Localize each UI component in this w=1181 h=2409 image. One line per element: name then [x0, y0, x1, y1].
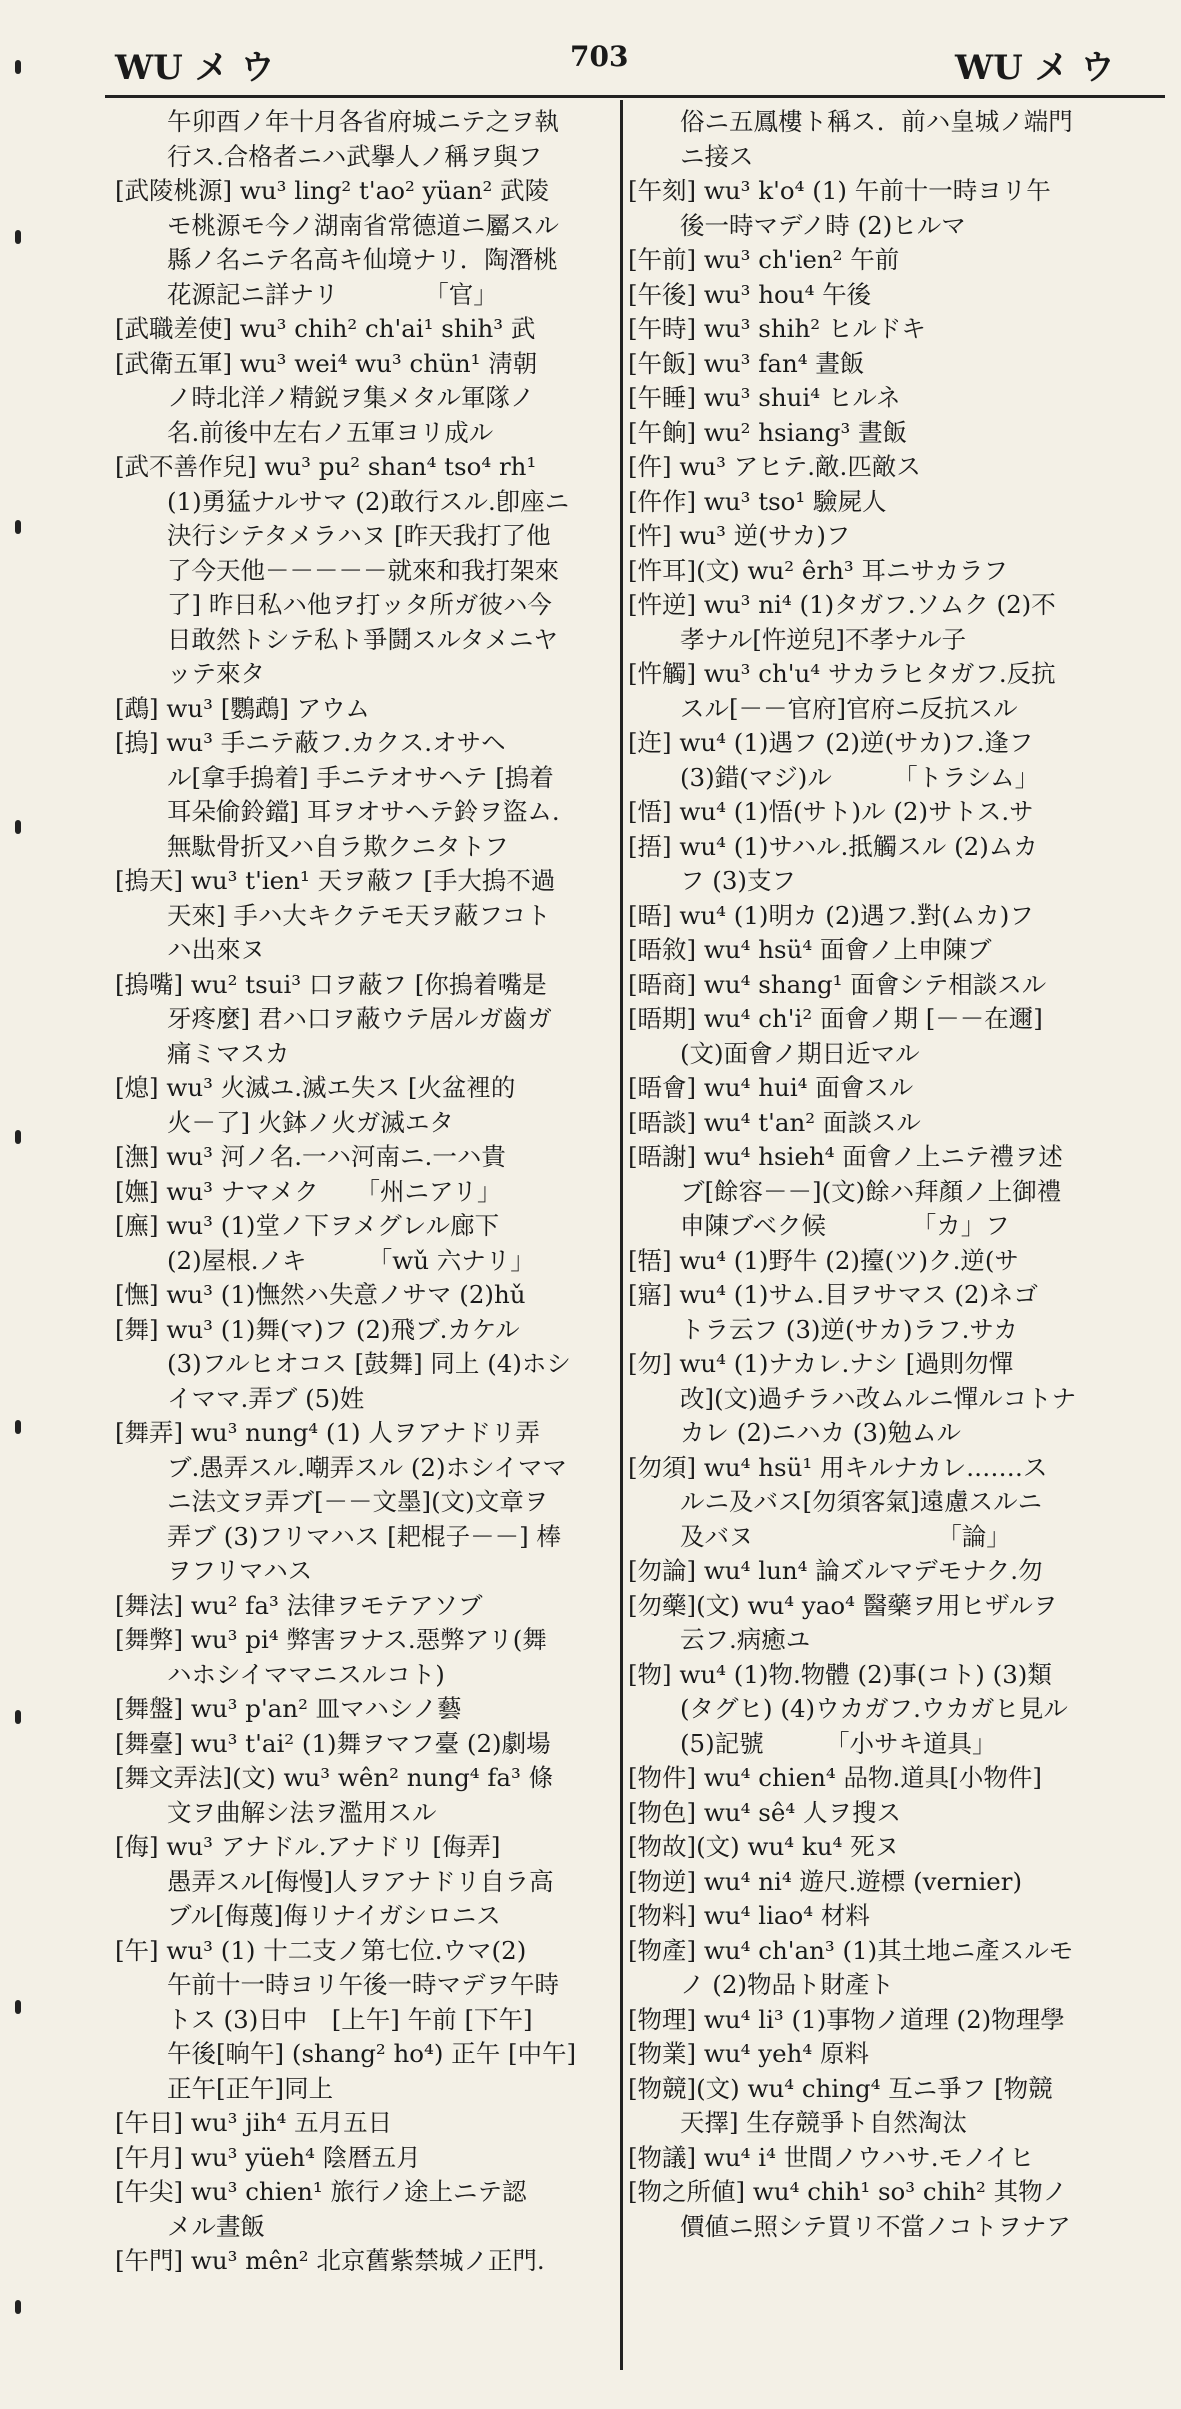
entry-line: [午前] wu³ ch'ien² 午前 [628, 245, 900, 274]
entry-line: [勿須] wu⁴ hsü¹ 用キルナカレ.……ス [628, 1452, 1048, 1482]
entry-line: [武不善作兒] wu³ pu² shan⁴ tso⁴ rh¹ [115, 452, 537, 481]
entry-line: [午後] wu³ hou⁴ 午後 [628, 279, 872, 309]
entry-line: 花源記ニ詳ナリ 「官」 [167, 279, 498, 309]
entry-line: [午餉] wu² hsiang³ 晝飯 [628, 417, 908, 447]
entry-line: フ (3)支フ [680, 866, 796, 895]
entry-line: [捂] wu⁴ (1)サハル.抵觸スル (2)ムカ [628, 831, 1038, 861]
entry-line: [忤觸] wu³ ch'u⁴ サカラヒタガフ.反抗 [628, 659, 1056, 688]
binding-marks [15, 0, 27, 2409]
entry-line: ハホシイママニスルコト) [167, 1659, 445, 1689]
entry-line: [舞盤] wu³ p'an² 皿マハシノ藝 [115, 1694, 462, 1723]
entry-line: 縣ノ名ニテ名高キ仙境ナリ．陶潛桃 [167, 245, 558, 274]
entry-line: [摀天] wu³ t'ien¹ 天ヲ蔽フ [手大摀不過 [115, 866, 556, 895]
entry-line: [物料] wu⁴ liao⁴ 材料 [628, 1901, 870, 1930]
entry-line: [物件] wu⁴ chien⁴ 品物.道具[小物件] [628, 1763, 1042, 1792]
entry-line: 火－了] 火鉢ノ火ガ滅エタ [167, 1107, 454, 1137]
entry-line: [勿] wu⁴ (1)ナカレ.ナシ [過則勿憚 [628, 1349, 1014, 1378]
entry-line: [潕] wu³ 河ノ名.一ハ河南ニ.一ハ貴 [115, 1142, 506, 1171]
entry-line: [午尖] wu³ chien¹ 旅行ノ途上ニテ認 [115, 2177, 527, 2206]
entry-line: [侮] wu³ アナドル.アナドリ [侮弄] [115, 1832, 501, 1861]
right-column [628, 105, 1165, 2244]
entry-line: [午門] wu³ mên² 北京舊紫禁城ノ正門. [115, 2246, 545, 2275]
entry-line: [熄] wu³ 火滅ユ.滅エ失ス [火盆裡的 [115, 1073, 516, 1102]
entry-line: 申陳ブベク候 「カ」フ [680, 1211, 1010, 1240]
entry-line: [午刻] wu³ k'o⁴ (1) 午前十一時ヨリ午 [628, 176, 1051, 205]
entry-line: [物競](文) wu⁴ ching⁴ 互ニ爭フ [物競 [628, 2073, 1053, 2103]
entry-line: ッテ來タ [167, 659, 265, 688]
entry-line: 牙疼麼] 君ハ口ヲ蔽ウテ居ルガ齒ガ [167, 1004, 552, 1033]
header-rule [105, 95, 1165, 98]
entry-line: 價値ニ照シテ買リ不當ノコトヲナア [680, 2211, 1071, 2241]
entry-line: ノ時北洋ノ精鋭ヲ集メタル軍隊ノ [167, 383, 535, 412]
entry-line: ブ.愚弄スル.嘲弄スル (2)ホシイママ [167, 1452, 567, 1482]
entry-line: スル[－－官府]官府ニ反抗スル [680, 693, 1018, 723]
entry-line: [晤商] wu⁴ shang¹ 面會シテ相談スル [628, 969, 1047, 999]
entry-line: (3)錯(マジ)ル 「トラシム」 [680, 762, 1040, 792]
entry-line: [午睡] wu³ shui⁴ ヒルネ [628, 383, 901, 412]
entry-line: [晤] wu⁴ (1)明カ (2)遇フ.對(ムカ)フ [628, 900, 1034, 930]
entry-line: [忤逆] wu³ ni⁴ (1)タガフ.ソムク (2)不 [628, 590, 1056, 619]
entry-line: 孝ナル[忤逆兒]不孝ナル子 [680, 624, 967, 654]
entry-line: [物色] wu⁴ sê⁴ 人ヲ搜ス [628, 1797, 901, 1827]
entry-line: [忤耳](文) wu² êrh³ 耳ニサカラフ [628, 555, 1008, 585]
entry-line: 午前十一時ヨリ午後一時マデヲ午時 [167, 1970, 559, 1999]
entry-line: [勿論] wu⁴ lun⁴ 論ズルマデモナク.勿 [628, 1556, 1043, 1585]
header-left-heading: WU メ ウ [115, 48, 275, 88]
entry-line: [午] wu³ (1) 十二支ノ第七位.ウマ(2) [115, 1935, 527, 1965]
entry-line: トラ云フ (3)逆(サカ)ラフ.サカ [680, 1314, 1018, 1344]
entry-line: 後一時マデノ時 (2)ヒルマ [680, 210, 966, 240]
entry-line: ブ[餘容－－](文)餘ハ拜顏ノ上御禮 [680, 1176, 1062, 1206]
entry-line: 了] 昨日私ハ他ヲ打ッタ所ガ彼ハ今 [167, 590, 552, 619]
entry-line: 決行シテタメラハヌ [昨天我打了他 [167, 521, 551, 550]
entry-line: [午日] wu³ jih⁴ 五月五日 [115, 2108, 393, 2137]
entry-line: イママ.弄ブ (5)姓 [167, 1383, 365, 1413]
entry-line: ル[拿手摀着] 手ニテオサヘテ [摀着 [167, 762, 554, 792]
entry-line: トス (3)日中 [上午] 午前 [下午] [167, 2004, 533, 2034]
entry-line: (文)面會ノ期日近マル [680, 1038, 920, 1068]
entry-line: 痛ミマスカ [167, 1038, 290, 1068]
entry-line: (3)フルヒオコス [鼓舞] 同上 (4)ホシ [167, 1349, 571, 1378]
entry-line: 正午[正午]同上 [167, 2073, 334, 2103]
entry-line: ノ (2)物品ト財產ト [680, 1970, 894, 1999]
entry-line: 無駄骨折又ハ自ラ欺クニタトフ [167, 831, 509, 861]
entry-line: 名.前後中左右ノ五軍ヨリ成ル [167, 417, 494, 447]
entry-line: 改](文)過チラハ改ムルニ憚ルコトナ [680, 1383, 1077, 1413]
entry-line: 天來] 手ハ大キクテモ天ヲ蔽フコト [167, 900, 551, 930]
header-right-heading: WU メ ウ [955, 48, 1115, 88]
entry-line: [忤] wu³ 逆(サカ)フ [628, 521, 851, 550]
entry-line: [舞弊] wu³ pi⁴ 弊害ヲナス.惡弊アリ(舞 [115, 1625, 547, 1654]
entry-line: [仵作] wu³ tso¹ 驗屍人 [628, 486, 887, 516]
entry-line: [晤敘] wu⁴ hsü⁴ 面會ノ上申陳ブ [628, 935, 992, 964]
entry-line: ハ出來ヌ [167, 935, 265, 964]
entry-line: [舞法] wu² fa³ 法律ヲモテアソブ [115, 1590, 483, 1620]
entry-line: [悟] wu⁴ (1)悟(サト)ル (2)サトス.サ [628, 797, 1034, 826]
entry-line: [寤] wu⁴ (1)サム.目ヲサマス (2)ネゴ [628, 1280, 1039, 1309]
entry-line: (2)屋根.ノキ 「wǔ 六ナリ」 [167, 1245, 535, 1275]
entry-line: ニ法文ヲ弄ブ[－－文墨](文)文章ヲ [167, 1487, 549, 1516]
entry-line: ヲフリマハス [167, 1556, 313, 1585]
entry-line: ニ接ス [680, 141, 754, 171]
entry-line: 俗ニ五鳳樓ト稱ス．前ハ皇城ノ端門 [680, 107, 1073, 136]
entry-line: [嫵] wu³ ナマメク 「州ニアリ」 [115, 1176, 502, 1206]
entry-line: 日敢然トシテ私ト爭鬪スルタメニヤ [167, 624, 559, 654]
entry-line: (タグヒ) (4)ウカガフ.ウカガヒ見ル [680, 1694, 1068, 1723]
column-divider [620, 100, 623, 2370]
page-number: 703 [570, 40, 629, 73]
entry-line: モ桃源モ今ノ湖南省常德道ニ屬スル [167, 210, 559, 240]
entry-line: 午後[晌午] (shang² ho⁴) 正午 [中午] [167, 2039, 577, 2068]
entry-line: [牾] wu⁴ (1)野牛 (2)擡(ツ)ク.逆(サ [628, 1245, 1019, 1275]
entry-line: [武職差使] wu³ chih² ch'ai¹ shih³ 武 [115, 314, 536, 343]
entry-line: [午飯] wu³ fan⁴ 晝飯 [628, 348, 865, 378]
entry-line: [仵] wu³ アヒテ.敵.匹敵ス [628, 452, 921, 481]
page-header [0, 40, 1181, 100]
entry-line: [物理] wu⁴ li³ (1)事物ノ道理 (2)物理學 [628, 2004, 1065, 2034]
entry-line: 耳朵偷鈴鐺] 耳ヲオサヘテ鈴ヲ盜ム. [167, 797, 560, 826]
entry-line: 及バヌ 「論」 [680, 1521, 1011, 1551]
entry-line: 文ヲ曲解シ法ヲ濫用スル [167, 1797, 437, 1827]
entry-line: [物產] wu⁴ ch'an³ (1)其土地ニ產スルモ [628, 1935, 1074, 1965]
entry-line: ルニ及バス[勿須客氣]遠慮スルニ [680, 1487, 1043, 1516]
entry-line: [晤期] wu⁴ ch'i² 面會ノ期 [－－在邇] [628, 1004, 1043, 1033]
entry-line: [午月] wu³ yüeh⁴ 陰暦五月 [115, 2142, 421, 2172]
entry-line: [晤謝] wu⁴ hsieh⁴ 面會ノ上ニテ禮ヲ述 [628, 1142, 1063, 1171]
entry-line: 午卯酉ノ年十月各省府城ニテ之ヲ執 [167, 107, 559, 136]
entry-line: 天擇] 生存競爭ト自然淘汰 [680, 2108, 967, 2137]
entry-line: [晤會] wu⁴ hui⁴ 面會スル [628, 1073, 914, 1102]
entry-line: カレ (2)ニハカ (3)勉ムル [680, 1418, 961, 1447]
entry-line: 了今天他－－－－－就來和我打架來 [167, 555, 559, 585]
entry-line: 云フ.病癒ユ [680, 1625, 811, 1654]
entry-line: [物議] wu⁴ i⁴ 世間ノウハサ.モノイヒ [628, 2142, 1035, 2172]
entry-line: [廡] wu³ (1)堂ノ下ヲメグレル廊下 [115, 1211, 500, 1240]
entry-line: [舞弄] wu³ nung⁴ (1) 人ヲアナドリ弄 [115, 1418, 540, 1447]
entry-line: [午時] wu³ shih² ヒルドキ [628, 314, 926, 343]
entry-line: [物] wu⁴ (1)物.物體 (2)事(コト) (3)類 [628, 1659, 1052, 1689]
entry-line: [舞] wu³ (1)舞(マ)フ (2)飛ブ.カケル [115, 1314, 520, 1344]
entry-line: [武衛五軍] wu³ wei⁴ wu³ chün¹ 淸朝 [115, 348, 538, 378]
entry-line: [武陵桃源] wu³ ling² t'ao² yüan² 武陵 [115, 176, 550, 205]
entry-line: ブル[侮蔑]侮リナイガシロニス [167, 1901, 501, 1930]
left-column [115, 105, 615, 2279]
entry-line: [晤談] wu⁴ t'an² 面談スル [628, 1107, 921, 1137]
entry-line: メル晝飯 [167, 2211, 265, 2241]
entry-line: [物業] wu⁴ yeh⁴ 原料 [628, 2039, 869, 2068]
entry-line: 行ス.合格者ニハ武擧人ノ稱ヲ與フ [167, 141, 543, 171]
entry-line: [物逆] wu⁴ ni⁴ 遊尺.遊標 (vernier) [628, 1866, 1023, 1896]
entry-line: [物故](文) wu⁴ ku⁴ 死ヌ [628, 1832, 900, 1861]
entry-line: 愚弄スル[侮慢]人ヲアナドリ自ラ高 [167, 1866, 554, 1896]
entry-line: [摀] wu³ 手ニテ蔽フ.カクス.オサヘ [115, 728, 506, 757]
entry-line: [憮] wu³ (1)憮然ハ失意ノサマ (2)hǔ [115, 1280, 526, 1309]
entry-line: [勿藥](文) wu⁴ yao⁴ 醫藥ヲ用ヒザルヲ [628, 1590, 1058, 1620]
entry-line: (1)勇猛ナルサマ (2)敢行スル.卽座ニ [167, 486, 570, 516]
entry-line: [物之所値] wu⁴ chih¹ so³ chih² 其物ノ [628, 2177, 1068, 2206]
entry-line: [鵡] wu³ [鸚鵡] アウム [115, 693, 370, 723]
entry-line: [迕] wu⁴ (1)遇フ (2)逆(サカ)フ.逢フ [628, 728, 1034, 757]
entry-line: 弄ブ (3)フリマハス [耙棍子－－] 棒 [167, 1521, 561, 1551]
entry-line: [摀嘴] wu² tsui³ 口ヲ蔽フ [你摀着嘴是 [115, 969, 547, 999]
entry-line: [舞文弄法](文) wu³ wên² nung⁴ fa³ 條 [115, 1763, 554, 1792]
entry-line: (5)記號 「小サキ道具」 [680, 1728, 997, 1758]
entry-line: [舞臺] wu³ t'ai² (1)舞ヲマフ臺 (2)劇場 [115, 1728, 551, 1758]
